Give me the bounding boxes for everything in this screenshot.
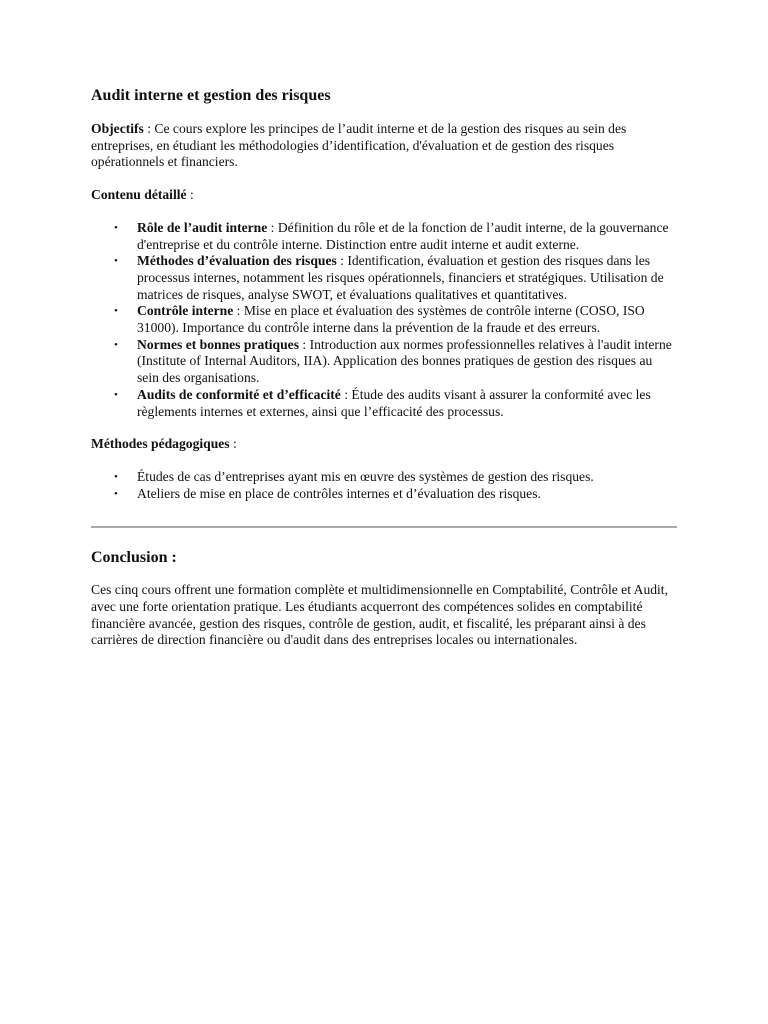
list-item-text: Études de cas d’entreprises ayant mis en œuvre des systèmes de gestion des risques.	[137, 468, 594, 484]
content-list	[91, 220, 677, 420]
list-item-term: Méthodes d’évaluation des risques	[137, 253, 337, 269]
pedagogy-label-suffix: :	[229, 436, 237, 452]
conclusion-paragraph: Ces cinq cours offrent une formation complète et multidimensionnelle en Comptabilité, Contrôle et Audit, avec une forte orientation pratique. Les étudiants acquerront des compétences solides en comptabilité financière avancée, gestion des risques, contrôle de gestion, audit, et fiscalité, les préparant ainsi à des carrières de direction financière ou d'audit dans des entreprises locales ou internationales.	[91, 582, 668, 648]
list-item-text: Ateliers de mise en place de contrôles internes et d’évaluation des risques.	[137, 485, 541, 501]
list-item	[114, 219, 677, 253]
bullet-icon: •	[114, 470, 118, 483]
list-item-text: : Étude des audits visant à assurer la conformité avec les règlements internes et externes, ainsi que l’efficacité des processus.	[137, 386, 651, 419]
list-item-text: : Introduction aux normes professionnelles relatives à l'audit interne (Institute of Internal Auditors, IIA). Application des bonnes pratiques de gestion des risques au sein des organisations.	[137, 336, 672, 386]
list-item	[114, 253, 677, 303]
content-label-suffix: :	[186, 187, 194, 203]
bullet-icon: •	[114, 338, 118, 351]
conclusion-title: Conclusion :	[91, 549, 177, 567]
bullet-icon: •	[114, 388, 118, 401]
list-item	[114, 336, 677, 387]
content-heading	[91, 187, 677, 204]
list-item	[114, 468, 677, 486]
bullet-icon: •	[114, 305, 118, 318]
pedagogy-heading	[91, 436, 677, 453]
bullet-icon: •	[114, 487, 118, 500]
objectives-text: : Ce cours explore les principes de l’audit interne et de la gestion des risques au sein des entreprises, en étudiant les méthodologies d’identification, d'évaluation et de gestion des risques opérationnels et financiers.	[91, 121, 627, 170]
document-title: Audit interne et gestion des risques	[91, 87, 331, 104]
bullet-icon: •	[114, 221, 118, 234]
list-item	[114, 485, 677, 503]
list-item-term: Normes et bonnes pratiques	[137, 336, 299, 352]
bullet-icon: •	[114, 255, 118, 268]
list-item-term: Audits de conformité et d’efficacité	[137, 386, 341, 402]
list-item-term: Contrôle interne	[137, 303, 234, 319]
list-item-text: : Identification, évaluation et gestion des risques dans les processus internes, notamment les risques opérationnels, financiers et stratégiques. Utilisation de matrices de risques, analyse SWOT, et évaluations qualitatives et quantitatives.	[137, 253, 664, 302]
list-item-text: : Mise en place et évaluation des systèmes de contrôle interne (COSO, ISO 31000). Importance du contrôle interne dans la prévention de la fraude et des erreurs.	[137, 303, 645, 336]
list-item	[114, 303, 677, 336]
horizontal-divider	[91, 526, 677, 528]
list-item-text: : Définition du rôle et de la fonction de l’audit interne, de la gouvernance d'entreprise et du contrôle interne. Distinction entre audit interne et audit externe.	[137, 219, 669, 252]
objectives-paragraph	[91, 121, 677, 171]
pedagogy-label: Méthodes pédagogiques	[91, 436, 230, 452]
list-item	[114, 386, 677, 420]
pedagogy-list	[91, 469, 677, 502]
list-item-term: Rôle de l’audit interne	[137, 219, 268, 235]
content-label: Contenu détaillé	[91, 187, 187, 203]
objectives-label: Objectifs	[91, 121, 144, 136]
